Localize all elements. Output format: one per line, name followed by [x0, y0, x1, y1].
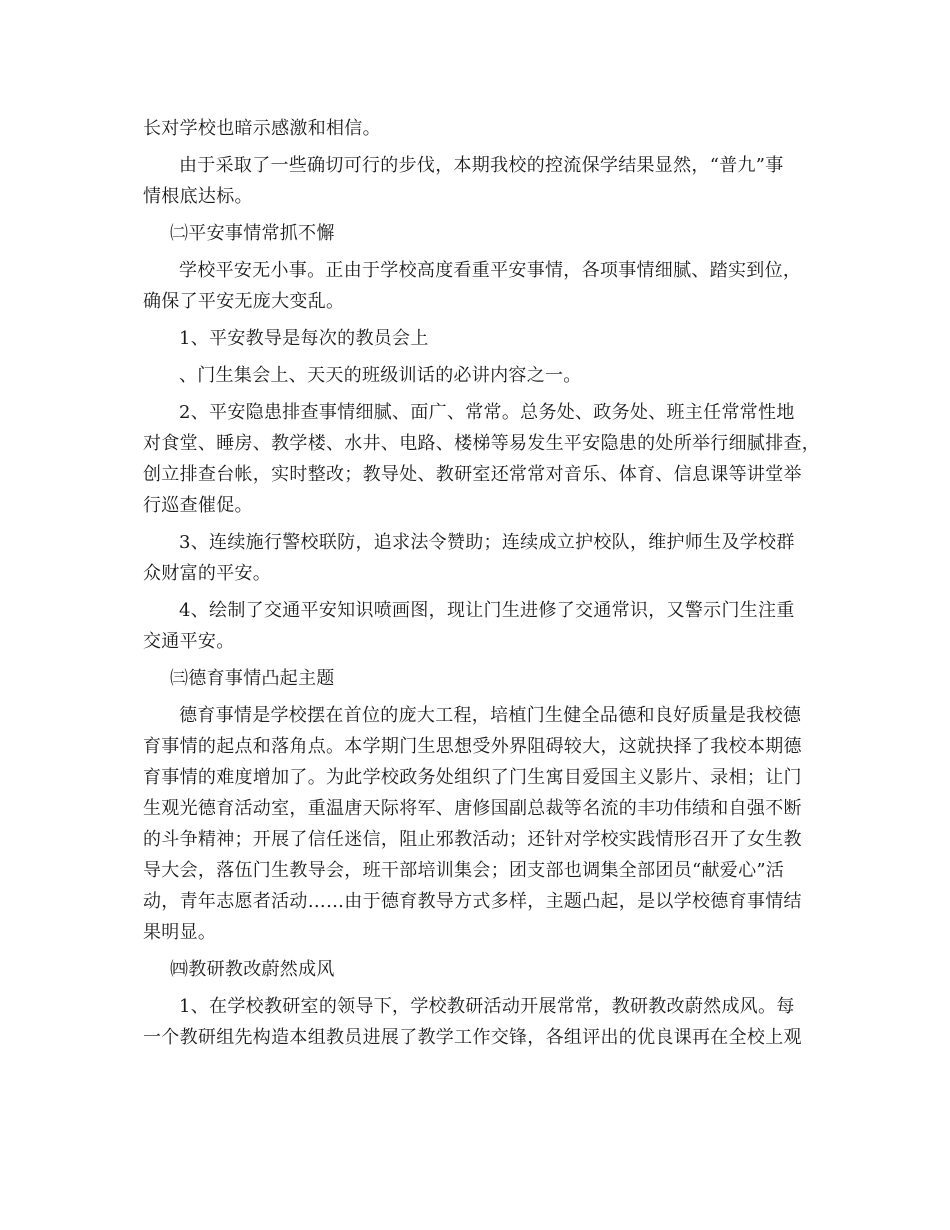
- section-heading: ㈡平安事情常抓不懈: [170, 223, 335, 244]
- text-line: 交通平安。: [143, 631, 235, 652]
- text-line: 育事情的难度增加了。为此学校政务处组织了门生寓目爱国主义影片、录相；让门: [143, 767, 802, 788]
- text-line: 长对学校也暗示感激和相信。: [143, 118, 381, 139]
- text-line: 由于采取了一些确切可行的步伐，本期我校的控流保学结果显然，“普九”事: [179, 155, 784, 176]
- text-line: 动，青年志愿者活动……由于德育教导方式多样，主题凸起，是以学校德育事情结: [143, 891, 802, 912]
- document-body: [143, 113, 821, 1053]
- text-line: 2、平安隐患排查事情细腻、面广、常常。总务处、政务处、班主任常常性地: [179, 402, 795, 423]
- text-line: 育事情的起点和落角点。本学期门生思想受外界阻碍较大，这就抉择了我校本期德: [143, 736, 802, 757]
- text-line: 果明显。: [143, 922, 217, 943]
- text-line: 情根底达标。: [143, 186, 253, 207]
- text-line: 、门生集会上、天天的班级训话的必讲内容之一。: [179, 365, 582, 386]
- text-line: 德育事情是学校摆在首位的庞大工程，培植门生健全品德和良好质量是我校德: [179, 705, 802, 726]
- text-line: 学校平安无小事。正由于学校高度看重平安事情，各项事情细腻、踏实到位，: [179, 260, 802, 281]
- text-line: 行巡查催促。: [143, 495, 253, 516]
- text-line: 创立排查台帐，实时整改；教导处、教研室还常常对音乐、体育、信息课等讲堂举: [143, 464, 802, 485]
- text-line: 生观光德育活动室，重温唐天际将军、唐修国副总裁等名流的丰功伟绩和自强不断: [143, 798, 802, 819]
- text-line: 4、绘制了交通平安知识喷画图，现让门生进修了交通常识，又警示门生注重: [179, 600, 795, 621]
- text-line: 确保了平安无庞大变乱。: [143, 291, 345, 312]
- text-line: 导大会，落伍门生教导会，班干部培训集会；团支部也调集全部团员“献爱心”活: [143, 860, 785, 881]
- text-line: 一个教研组先构造本组教员进展了教学工作交锋，各组评出的优良课再在全校上观: [143, 1027, 802, 1048]
- text-line: 1、在学校教研室的领导下，学校教研活动开展常常，教研教改蔚然成风。每: [179, 996, 795, 1017]
- section-heading: ㈢德育事情凸起主题: [170, 668, 335, 689]
- text-line: 对食堂、睡房、教学楼、水井、电路、楼梯等易发生平安隐患的处所举行细腻排查，: [143, 433, 821, 454]
- text-line: 的斗争精神；开展了信任迷信，阻止邪教活动；还针对学校实践情形召开了女生教: [143, 829, 802, 850]
- section-heading: ㈣教研教改蔚然成风: [170, 959, 335, 980]
- text-line: 1、平安教导是每次的教员会上: [179, 328, 429, 349]
- text-line: 3、连续施行警校联防，追求法令赞助；连续成立护校队，维护师生及学校群: [179, 532, 795, 553]
- text-line: 众财富的平安。: [143, 563, 272, 584]
